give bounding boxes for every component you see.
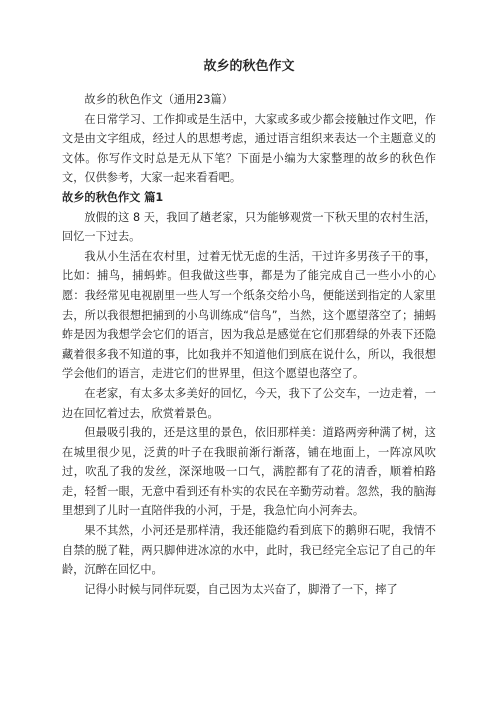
- section-heading: 故乡的秋色作文 篇1: [62, 190, 164, 204]
- body-paragraph-2: 我从小生活在农村里，过着无忧无虑的生活，干过许多男孩子干的事，比如：捕鸟，捕蚂蚱。但我做这些事，都是为了能完成自己一些小小的心愿：我经常见电视剧里一些人写一个纸条交给小鸟，便能送到指定的人家里去，所以我很想把捕到的小鸟训练成“信鸟”，当然，这个愿望落空了；捕蚂蚱是因为我想学会它们的语言，因为我总是感觉在它们那碧绿的外表下还隐藏着很多我不知道的事，比如我并不知道他们到底在说什么，所以，我很想学会他们的语言，走进它们的世界里，但这个愿望也落空了。: [62, 249, 436, 381]
- body-paragraph-4: 但最吸引我的，还是这里的景色，依旧那样美：道路两旁种满了树，这在城里很少见，泛黄的叶子在我眼前渐行渐落，铺在地面上，一阵凉风吹过，吹乱了我的发丝，深深地吸一口气，满腔都有了花的清香，顺着柏路走，轻皙一眼，无意中看到还有朴实的农民在辛勤劳动着。忽然，我的脑海里想到了儿时一直陪伴我的小河，于是，我急忙向小河奔去。: [62, 426, 436, 518]
- body-paragraph-3: 在老家，有太多太多美好的回忆，今天，我下了公交车，一边走着，一边在回忆着过去，欣赏着景色。: [62, 386, 436, 420]
- intro-paragraph-2: 在日常学习、工作抑或是生活中，大家或多或少都会接触过作文吧，作文是由文字组成，经过人的思想考虑，通过语言组织来表达一个主题意义的文体。你写作文时总是无从下笔？下面是小编为大家整理的故乡的秋色作文，仅供参考，大家一起来看看吧。: [62, 112, 436, 185]
- body-paragraph-1: 放假的这 8 天，我回了趟老家，只为能够观赏一下秋天里的农村生活，回忆一下过去。: [62, 210, 436, 244]
- body-paragraph-5: 果不其然，小河还是那样清，我还能隐约看到底下的鹅卵石呢，我情不自禁的脱了鞋，两只脚伸进冰凉的水中，此时，我已经完全忘记了自己的年龄，沉醉在回忆中。: [62, 524, 436, 577]
- document-title: 故乡的秋色作文: [203, 59, 295, 74]
- document-page: [62, 58, 436, 599]
- intro-paragraph-1: 故乡的秋色作文（通用23篇）: [84, 93, 233, 106]
- body-paragraph-6: 记得小时候与同伴玩耍，自己因为太兴奋了，脚滑了一下，摔了: [84, 582, 398, 596]
